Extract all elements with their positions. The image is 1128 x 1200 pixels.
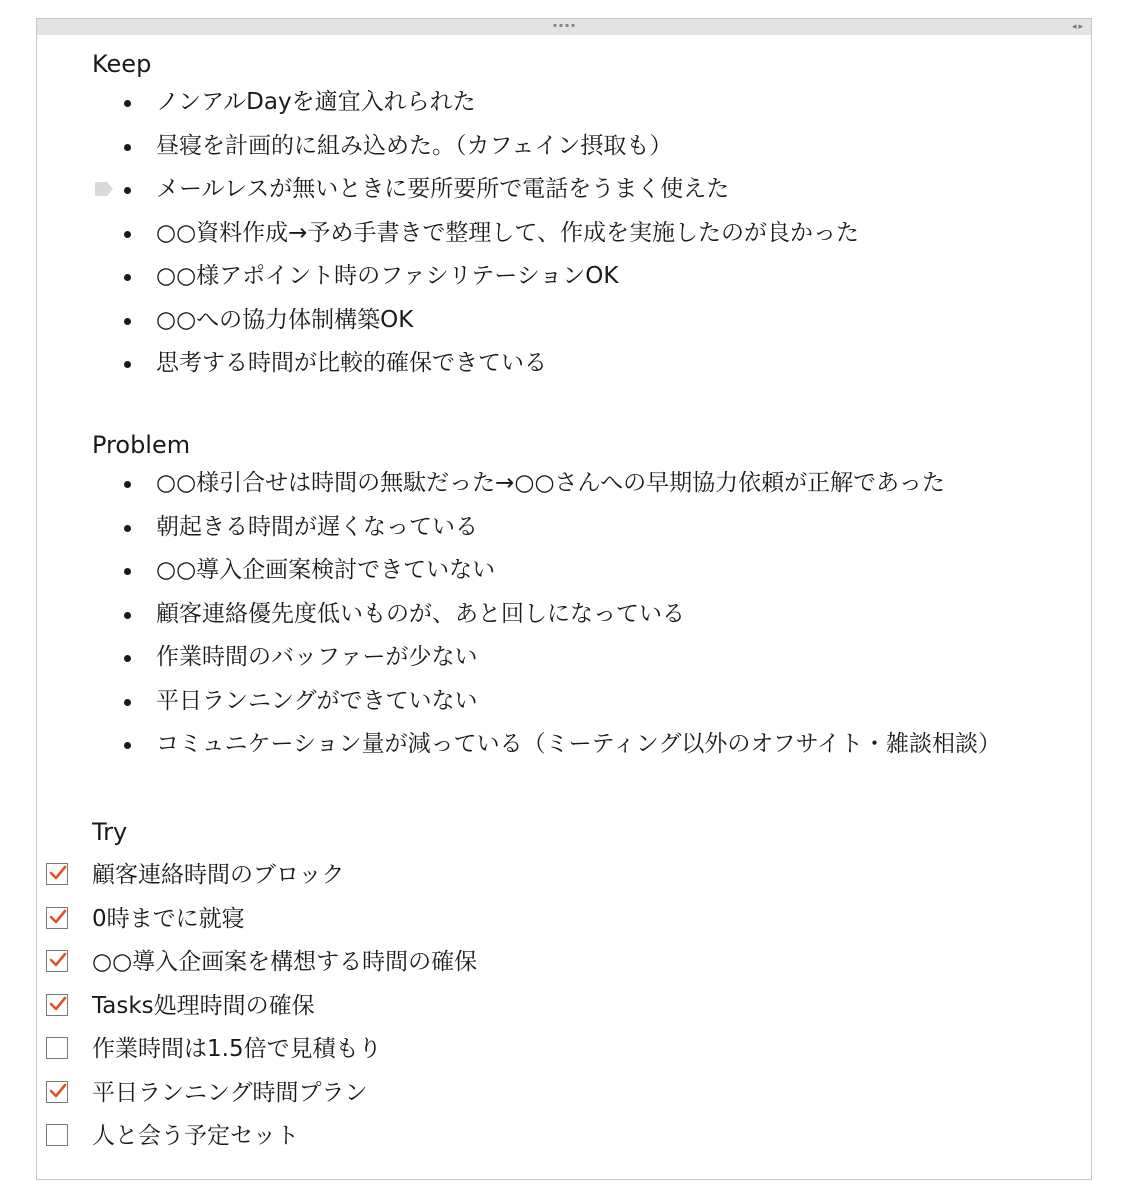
keep-heading: Keep	[92, 50, 152, 78]
bullet-item-text: 顧客連絡優先度低いものが、あと回しになっている	[156, 600, 685, 627]
bullet-item[interactable]	[37, 348, 1091, 392]
checklist-item	[37, 1078, 1091, 1122]
bullet-item-text: ○○への協力体制構築OK	[156, 306, 414, 333]
try-checklist	[37, 860, 1091, 1165]
bullet-item[interactable]	[37, 305, 1091, 349]
checkbox[interactable]	[46, 907, 68, 929]
bullet-item-text: ノンアルDayを適宜入れられた	[156, 89, 476, 115]
bullet-item[interactable]	[37, 131, 1091, 175]
bullet-item-text: 平日ランニングができていない	[156, 687, 478, 714]
bullet-item-text: 昼寝を計画的に組み込めた。（カフェイン摂取も）	[156, 132, 673, 159]
bullet-item-text: ○○資料作成→予め手書きで整理して、作成を実施したのが良かった	[156, 219, 859, 246]
checkbox[interactable]	[46, 1081, 68, 1103]
note-container[interactable]	[36, 18, 1092, 1180]
bullet-item-text: 朝起きる時間が遅くなっている	[156, 513, 478, 540]
checkmark-icon	[48, 863, 68, 883]
checklist-item	[37, 860, 1091, 904]
bullet-item[interactable]	[37, 599, 1091, 643]
checkmark-icon	[48, 994, 68, 1014]
bullet-item[interactable]	[37, 174, 1091, 218]
bullet-item-text: 思考する時間が比較的確保できている	[156, 350, 547, 376]
checklist-item	[37, 904, 1091, 948]
bullet-item-text: コミュニケーション量が減っている（ミーティング以外のオフサイト・雑談相談）	[156, 731, 1002, 757]
checkbox[interactable]	[46, 863, 68, 885]
checklist-item-label: 平日ランニング時間プラン	[92, 1079, 368, 1106]
checkbox[interactable]	[46, 950, 68, 972]
bullet-item[interactable]	[37, 555, 1091, 599]
checklist-item-label: 顧客連絡時間のブロック	[92, 862, 345, 888]
checkbox[interactable]	[46, 1037, 68, 1059]
checklist-item	[37, 1121, 1091, 1165]
bullet-item-text: 作業時間のバッファーが少ない	[156, 644, 478, 670]
bullet-item[interactable]	[37, 686, 1091, 730]
bullet-item[interactable]	[37, 218, 1091, 262]
drag-handle-icon[interactable]	[554, 24, 575, 27]
checklist-item-label: 0時までに就寝	[92, 905, 245, 932]
try-heading: Try	[92, 818, 128, 846]
checkmark-icon	[48, 1081, 68, 1101]
bullet-item[interactable]	[37, 642, 1091, 686]
tag-icon[interactable]	[94, 181, 114, 197]
checklist-item-label: ○○導入企画案を構想する時間の確保	[92, 949, 478, 975]
checklist-item-label: 作業時間は1.5倍で見積もり	[92, 1036, 382, 1062]
bullet-item[interactable]	[37, 87, 1091, 131]
checkmark-icon	[48, 907, 68, 927]
bullet-item[interactable]	[37, 468, 1091, 512]
problem-heading: Problem	[92, 431, 191, 459]
checkmark-icon	[48, 950, 68, 970]
checkbox[interactable]	[46, 1124, 68, 1146]
bullet-item-text: メールレスが無いときに要所要所で電話をうまく使えた	[156, 176, 730, 202]
problem-list	[37, 468, 1091, 773]
checklist-item	[37, 1034, 1091, 1078]
bullet-item-text: ○○様引合せは時間の無駄だった→○○さんへの早期協力依頼が正解であった	[156, 470, 945, 496]
bullet-item[interactable]	[37, 512, 1091, 556]
checkbox[interactable]	[46, 994, 68, 1016]
checklist-item	[37, 991, 1091, 1035]
checklist-item-label: 人と会う予定セット	[92, 1123, 299, 1149]
checklist-item-label: Tasks処理時間の確保	[92, 992, 315, 1019]
bullet-item[interactable]	[37, 261, 1091, 305]
checklist-item	[37, 947, 1091, 991]
resize-arrows-icon[interactable]: ◂▸	[1071, 22, 1085, 32]
container-handle-bar[interactable]	[37, 19, 1091, 35]
bullet-item-text: ○○導入企画案検討できていない	[156, 557, 496, 583]
bullet-item-text: ○○様アポイント時のファシリテーションOK	[156, 263, 619, 289]
bullet-item[interactable]	[37, 729, 1091, 773]
keep-list	[37, 87, 1091, 392]
